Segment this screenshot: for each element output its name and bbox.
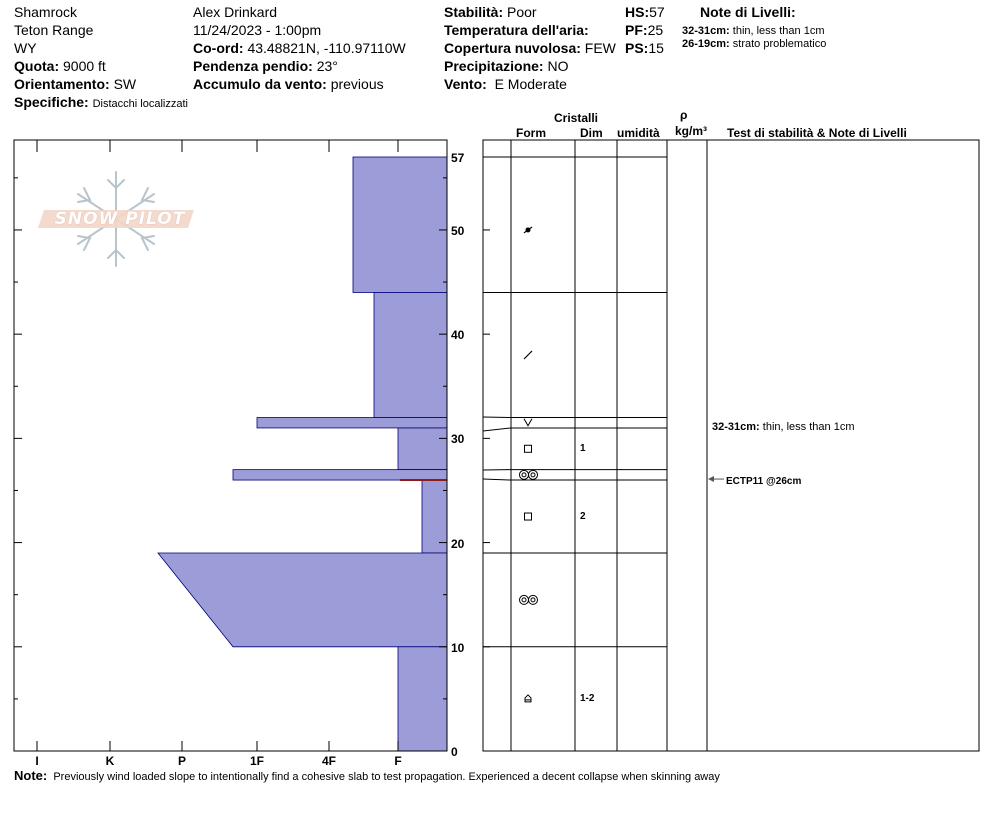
layer-note: 32-31cm: thin, less than 1cm <box>682 25 825 37</box>
arrow-icon <box>708 476 714 482</box>
snow-height: HS:57 <box>625 4 665 20</box>
moisture-header: umidità <box>617 126 660 140</box>
layer-notes-title: Note di Livelli: <box>700 4 796 20</box>
stability-test-result: ECTP11 @26cm <box>726 476 802 487</box>
layer-note: 26-19cm: strato problematico <box>682 38 827 50</box>
rounded-grains-icon <box>529 470 538 479</box>
density-unit: kg/m³ <box>675 124 708 138</box>
precipitation-particles-icon <box>526 227 531 232</box>
observer: Alex Drinkard <box>193 4 278 20</box>
y-tick-label: 57 <box>451 151 465 165</box>
elevation: Quota: 9000 ft <box>14 58 106 74</box>
hardness-bar <box>158 553 447 647</box>
bottom-note: Note: Previously wind loaded slope to intentionally find a cohesive slab to test propagation. Experienced a decent collapse when skinning away <box>14 768 720 783</box>
form-header: Form <box>516 126 546 140</box>
wind: Vento: E Moderate <box>444 76 567 92</box>
location: Shamrock <box>14 4 78 20</box>
slope-angle: Pendenza pendio: 23° <box>193 58 338 74</box>
crystal-size: 2 <box>580 510 586 522</box>
side-layer-note: 32-31cm: thin, less than 1cm <box>712 421 855 433</box>
rounded-grains-icon <box>531 598 535 602</box>
rounded-grains-icon <box>522 473 526 477</box>
density-symbol: ρ <box>680 108 688 122</box>
precipitation: Precipitazione: NO <box>444 58 569 74</box>
crystal-size: 1 <box>580 442 586 454</box>
faceted-crystals-icon <box>525 445 532 452</box>
coordinates: Co-ord: 43.48821N, -110.97110W <box>193 40 406 56</box>
x-tick-label: P <box>177 754 186 768</box>
hardness-bar <box>422 480 447 553</box>
ski-penetration: PS:15 <box>625 40 664 56</box>
x-tick-label: F <box>394 754 402 768</box>
rounded-grains-icon <box>520 595 529 604</box>
rounded-grains-icon <box>529 595 538 604</box>
x-tick-label: I <box>35 754 39 768</box>
air-temperature: Temperatura dell'aria: <box>444 22 589 38</box>
y-tick-label: 30 <box>451 432 465 447</box>
rounded-grains-icon <box>520 470 529 479</box>
size-header: Dim <box>580 126 603 140</box>
decomposing-fragments-icon <box>524 351 532 359</box>
surface-hoar-icon <box>524 419 532 426</box>
specifics: Specifiche: Distacchi localizzati <box>14 94 188 110</box>
stability: Stabilità: Poor <box>444 4 537 20</box>
y-tick-label: 50 <box>451 223 465 238</box>
crystal-size: 1-2 <box>580 692 595 704</box>
range: Teton Range <box>14 22 94 38</box>
hardness-bar <box>398 428 447 470</box>
aspect: Orientamento: SW <box>14 76 137 92</box>
rounded-grains-icon <box>531 473 535 477</box>
tests-header: Test di stabilità & Note di Livelli <box>727 126 907 140</box>
layer-boundary <box>483 417 667 418</box>
rounded-grains-icon <box>522 598 526 602</box>
datetime: 11/24/2023 - 1:00pm <box>193 22 322 38</box>
hardness-bar <box>353 157 447 292</box>
hardness-bar <box>257 418 447 428</box>
crystals-header: Cristalli <box>554 111 599 125</box>
logo-text: SNOW PILOT <box>54 209 186 229</box>
x-tick-label: 4F <box>321 754 336 768</box>
y-tick-label: 20 <box>451 536 465 551</box>
table-frame <box>483 140 979 751</box>
depth-hoar-icon <box>525 695 531 702</box>
hardness-bar <box>374 292 447 417</box>
state: WY <box>14 40 37 56</box>
wind-loading: Accumulo da vento: previous <box>193 76 384 92</box>
y-tick-label: 10 <box>451 640 465 655</box>
y-tick-label: 40 <box>451 328 465 343</box>
y-tick-label: 0 <box>451 745 458 759</box>
x-tick-label: K <box>105 754 115 768</box>
foot-penetration: PF:25 <box>625 22 664 38</box>
hardness-bar <box>233 470 447 480</box>
x-tick-label: 1F <box>249 754 264 768</box>
faceted-crystals-icon <box>525 513 532 520</box>
cloud-cover: Copertura nuvolosa: FEW <box>444 40 616 56</box>
hardness-bar <box>398 647 447 751</box>
